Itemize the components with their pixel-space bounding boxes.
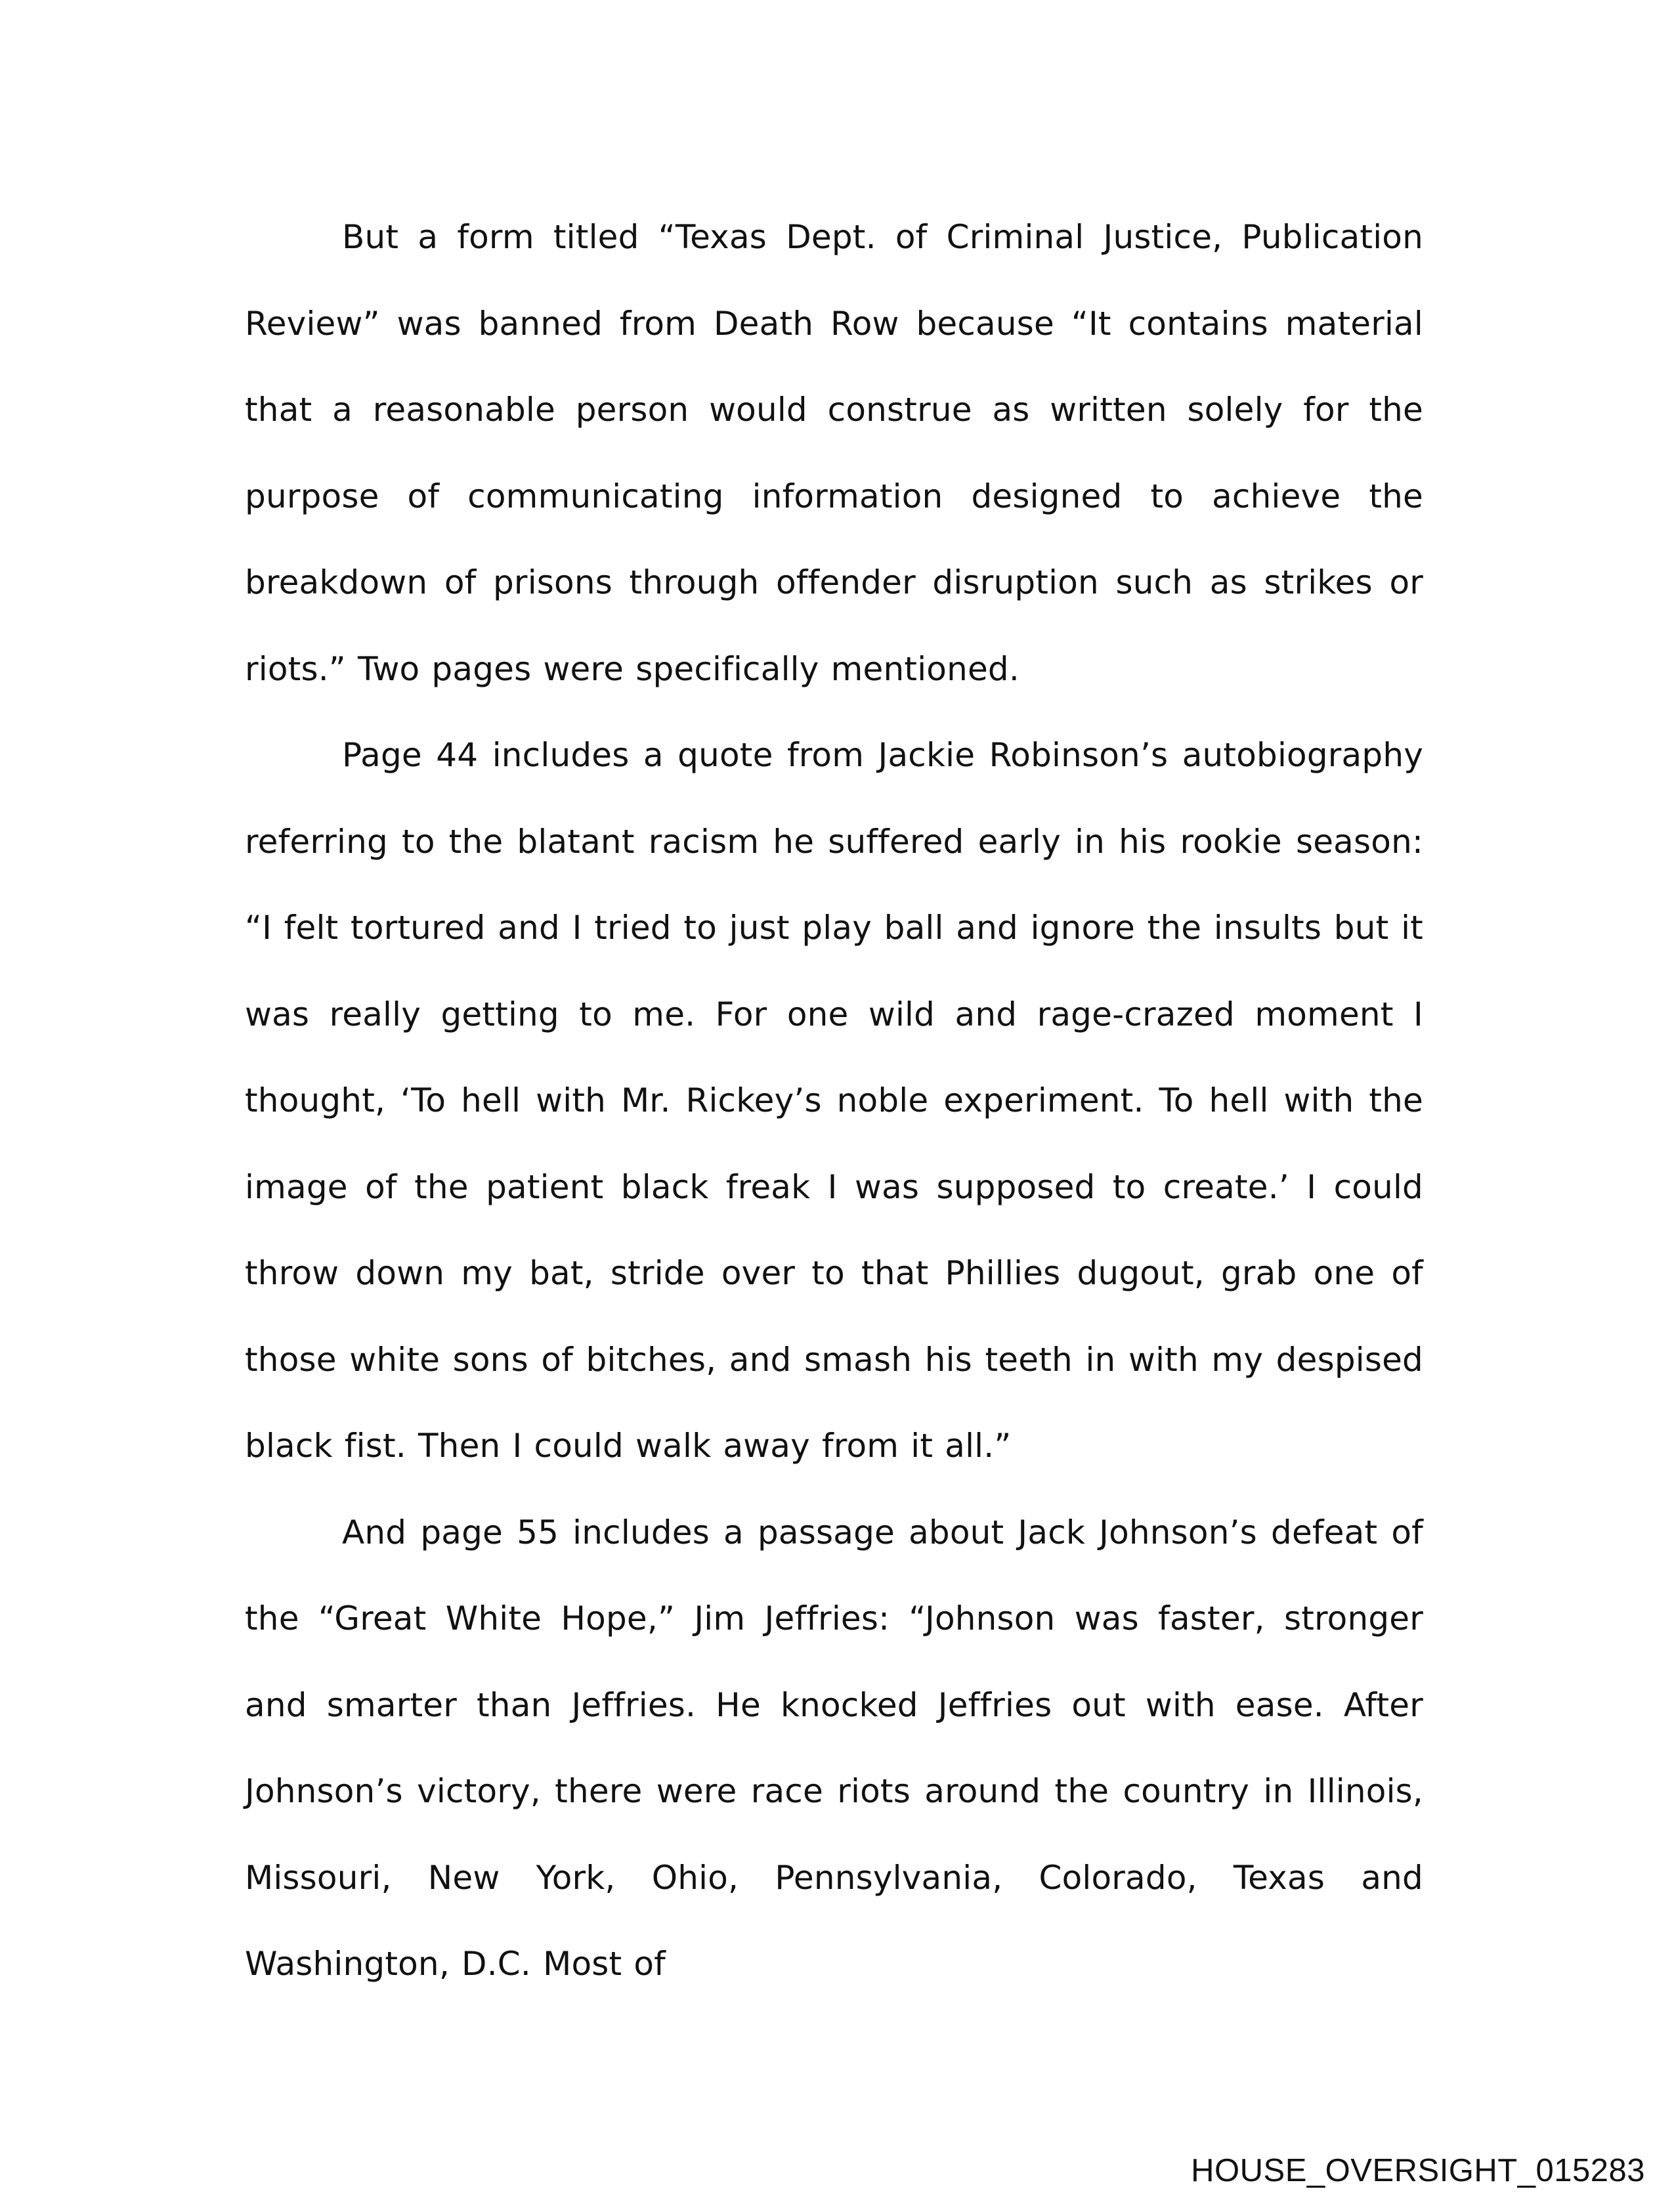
paragraph: Page 44 includes a quote from Jackie Robinson’s autobiography referring to the blatant racism he suffered early in his rookie season: “I felt tortured and I tried to just play ball and ignore the insults but it was really getting to me. For one wild and rage-crazed moment I thought, ‘To hell with Mr. Rickey’s noble experiment. To hell with the image of the patient black freak I was supposed to create.’ I could throw down my bat, stride over to that Phillies dugout, grab one of those white sons of bitches, and smash his teeth in with my despised black fist. Then I could walk away from it all.” bbox=[245, 736, 1423, 1465]
bates-number: HOUSE_OVERSIGHT_015283 bbox=[1191, 2153, 1645, 2188]
body-text bbox=[245, 194, 1423, 2008]
paragraph: But a form titled “Texas Dept. of Criminal Justice, Publication Review” was banned from Death Row because “It contains material that a reasonable person would construe as written solely for the purpose of communicating information designed to achieve the breakdown of prisons through offender disruption such as strikes or riots.” Two pages were specifically mentioned. bbox=[245, 218, 1423, 688]
paragraph: And page 55 includes a passage about Jack Johnson’s defeat of the “Great White Hope,” Jim Jeffries: “Johnson was faster, stronger and smarter than Jeffries. He knocked Jeffries out with ease. After Johnson’s victory, there were race riots around the country in Illinois, Missouri, New York, Ohio, Pennsylvania, Colorado, Texas and Washington, D.C. Most of bbox=[245, 1513, 1423, 1983]
